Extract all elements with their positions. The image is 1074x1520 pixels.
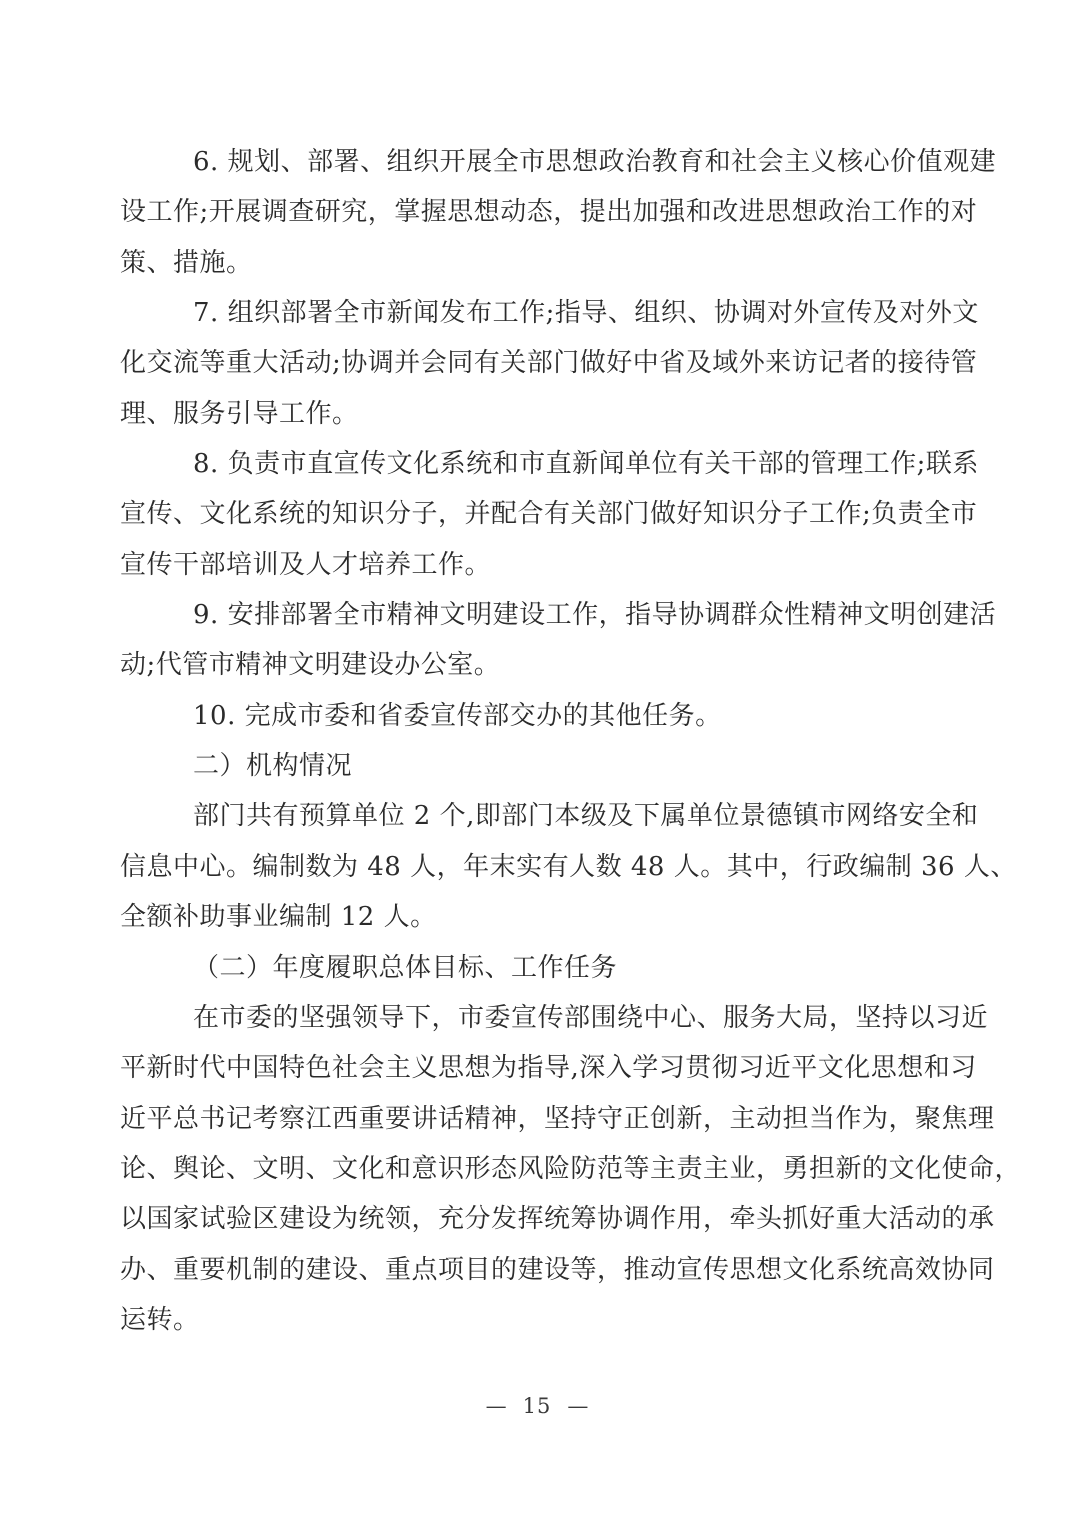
annual-goals-body-line-1: 在市委的坚强领导下，市委宣传部围绕中心、服务大局，坚持以习近	[193, 1002, 989, 1033]
org-structure-body-line-3: 全额补助事业编制 12 人。	[120, 902, 437, 933]
annual-goals-body-line-5: 以国家试验区建设为统领，充分发挥统筹协调作用，牵头抓好重大活动的承	[120, 1204, 995, 1235]
duty-item-8-line-2: 宣传、文化系统的知识分子，并配合有关部门做好知识分子工作;负责全市	[120, 499, 978, 530]
page-footer	[0, 1394, 1074, 1418]
heading-annual-goals-line-1: （二）年度履职总体目标、工作任务	[193, 952, 618, 983]
footer-right-dash: —	[567, 1394, 589, 1418]
duty-item-8-line-3: 宣传干部培训及人才培养工作。	[120, 549, 492, 580]
document-body	[120, 137, 1022, 1345]
heading-org-structure-line-1: 二）机构情况	[193, 751, 353, 782]
annual-goals-body-line-2: 平新时代中国特色社会主义思想为指导,深入学习贯彻习近平文化思想和习	[120, 1053, 977, 1084]
annual-goals-body-line-4: 论、舆论、文明、文化和意识形态风险防范等主责主业，勇担新的文化使命，	[120, 1153, 1022, 1184]
duty-item-6-line-3: 策、措施。	[120, 247, 253, 278]
duty-item-9-line-1: 9. 安排部署全市精神文明建设工作，指导协调群众性精神文明创建活	[193, 600, 997, 631]
footer-left-dash: —	[485, 1394, 507, 1418]
annual-goals-body-line-6: 办、重要机制的建设、重点项目的建设等，推动宣传思想文化系统高效协同	[120, 1254, 995, 1285]
duty-item-6-line-1: 6. 规划、部署、组织开展全市思想政治教育和社会主义核心价值观建	[193, 147, 997, 177]
annual-goals-body-line-3: 近平总书记考察江西重要讲话精神，坚持守正创新，主动担当作为，聚焦理	[120, 1103, 995, 1134]
duty-item-9-line-2: 动;代管市精神文明建设办公室。	[120, 650, 501, 681]
duty-item-10-line-1: 10. 完成市委和省委宣传部交办的其他任务。	[193, 700, 722, 731]
org-structure-body-line-2: 信息中心。编制数为 48 人，年末实有人数 48 人。其中，行政编制 36 人、	[120, 851, 1017, 882]
page-number: 15	[522, 1394, 552, 1418]
duty-item-8-line-1: 8. 负责市直宣传文化系统和市直新闻单位有关干部的管理工作;联系	[193, 449, 979, 480]
annual-goals-body-line-7: 运转。	[120, 1304, 200, 1335]
duty-item-7-line-3: 理、服务引导工作。	[120, 398, 359, 429]
duty-item-7-line-1: 7. 组织部署全市新闻发布工作;指导、组织、协调对外宣传及对外文	[193, 298, 979, 329]
duty-item-7-line-2: 化交流等重大活动;协调并会同有关部门做好中省及域外来访记者的接待管	[120, 348, 978, 379]
duty-item-6-line-2: 设工作;开展调查研究，掌握思想动态，提出加强和改进思想政治工作的对	[120, 197, 978, 228]
org-structure-body-line-1: 部门共有预算单位 2 个,即部门本级及下属单位景德镇市网络安全和	[193, 801, 979, 832]
